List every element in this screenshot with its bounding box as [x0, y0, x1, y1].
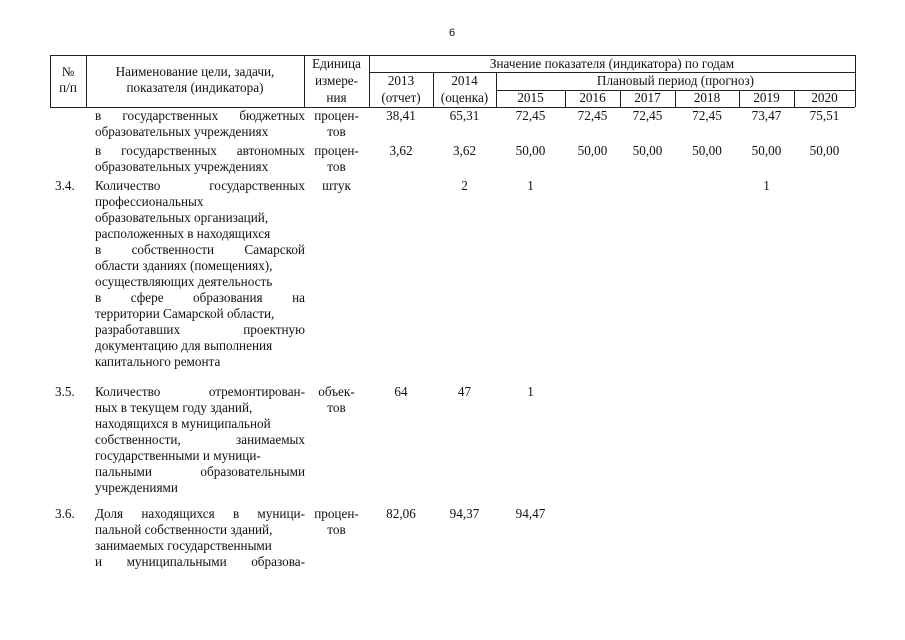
row-description-line: ных в текущем году зданий, — [95, 400, 253, 415]
value-2014: 3,62 — [452, 143, 477, 158]
header-name-line1: Наименование цели, задачи, — [115, 64, 275, 79]
header-year-2020: 2020 — [811, 90, 838, 105]
row-description-line: профессиональных — [95, 194, 204, 209]
row-description-line: в государственных автономных — [95, 143, 305, 158]
row-description-line: территории Самарской области, — [95, 306, 275, 321]
header-unit-line2: измере- — [314, 73, 359, 88]
value-2018: 72,45 — [692, 108, 722, 123]
header-num2: п/п — [59, 80, 77, 95]
row-description-line: учреждениями — [95, 480, 178, 495]
row-description-line: Доля находящихся в муници- — [95, 506, 305, 521]
value-2019: 73,47 — [751, 108, 782, 123]
value-2015: 1 — [527, 178, 534, 193]
row-description-line: занимаемых государственными — [95, 538, 272, 553]
row-unit: процен- — [314, 506, 359, 521]
header-year-2017: 2017 — [634, 90, 661, 105]
row-description-line: области зданиях (помещениях), — [95, 258, 273, 273]
row-description-line: образовательных учреждениях — [95, 159, 269, 174]
row-unit: тов — [327, 124, 346, 139]
value-2013: 38,41 — [386, 108, 416, 123]
row-description-line: пальными образовательными — [95, 464, 305, 479]
row-description — [95, 506, 305, 570]
header-year-2019: 2019 — [753, 90, 780, 105]
value-2015: 1 — [527, 384, 534, 399]
row-unit: процен- — [314, 108, 359, 123]
row-unit: штук — [322, 178, 351, 193]
row-unit: процен- — [314, 143, 359, 158]
value-2018: 50,00 — [692, 143, 722, 158]
border-right — [855, 55, 856, 107]
header-2013-note: (отчет) — [381, 90, 421, 105]
value-2017: 50,00 — [632, 143, 663, 158]
header-plan-title: Плановый период (прогноз) — [596, 73, 755, 88]
value-2013: 82,06 — [386, 506, 416, 521]
row-description-line: находящихся в муниципальной — [95, 416, 271, 431]
value-2020: 75,51 — [809, 108, 840, 123]
header-year-2016: 2016 — [579, 90, 606, 105]
row-description-line: расположенных в находящихся — [95, 226, 271, 241]
value-2015: 72,45 — [515, 108, 546, 123]
row-unit: тов — [327, 400, 346, 415]
header-unit-line1: Единица — [312, 56, 361, 71]
value-2015: 94,47 — [515, 506, 546, 521]
value-2014: 2 — [461, 178, 468, 193]
value-2014: 65,31 — [449, 108, 480, 123]
header-name-line2: показателя (индикатора) — [126, 80, 264, 95]
row-description-line: разработавших проектную — [95, 322, 305, 337]
value-2013: 64 — [394, 384, 408, 399]
row-description — [95, 143, 305, 175]
header-year-2018: 2018 — [693, 90, 721, 105]
row-description-line: документацию для выполнения — [95, 338, 273, 353]
value-2017: 72,45 — [632, 108, 663, 123]
page-number: 6 — [448, 27, 456, 39]
row-description-line: образовательных учреждениях — [95, 124, 269, 139]
row-description-line: государственными и муници- — [95, 448, 261, 463]
value-2016: 72,45 — [577, 108, 608, 123]
header-2013: 2013 — [387, 73, 415, 88]
row-unit: тов — [327, 159, 346, 174]
header-year-2015: 2015 — [517, 90, 544, 105]
row-description — [95, 108, 305, 140]
row-description-line: в собственности Самарской — [95, 242, 305, 257]
header-values-title: Значение показателя (индикатора) по годам — [489, 56, 735, 71]
header-num: № — [61, 64, 75, 79]
value-2015: 50,00 — [515, 143, 546, 158]
row-description-line: и муниципальными образова- — [95, 554, 305, 569]
row-description-line: в государственных бюджетных — [95, 108, 305, 123]
row-description-line: собственности, занимаемых — [95, 432, 305, 447]
row-unit: объек- — [318, 384, 355, 399]
row-description-line: пальной собственности зданий, — [95, 522, 273, 537]
row-description — [95, 178, 305, 370]
row-description-line: образовательных организаций, — [95, 210, 269, 225]
value-2016: 50,00 — [577, 143, 608, 158]
row-description-line: Количество отремонтирован- — [95, 384, 305, 399]
row-number: 3.5. — [55, 384, 75, 399]
row-description — [95, 384, 305, 496]
header-2014: 2014 — [451, 73, 478, 88]
row-description-line: в сфере образования на — [95, 290, 305, 305]
header-unit-line3: ния — [326, 90, 347, 105]
value-2014: 94,37 — [449, 506, 480, 521]
row-description-line: осуществляющих деятельность — [95, 274, 273, 289]
row-number: 3.4. — [55, 178, 75, 193]
row-description-line: Количество государственных — [95, 178, 305, 193]
value-2020: 50,00 — [809, 143, 840, 158]
value-2019: 50,00 — [751, 143, 782, 158]
header-2014-note: (оценка) — [440, 90, 489, 105]
row-number: 3.6. — [55, 506, 75, 521]
row-description-line: капитального ремонта — [95, 354, 221, 369]
value-2013: 3,62 — [389, 143, 413, 158]
value-2014: 47 — [457, 384, 472, 399]
row-unit: тов — [327, 522, 346, 537]
value-2019: 1 — [763, 178, 770, 193]
